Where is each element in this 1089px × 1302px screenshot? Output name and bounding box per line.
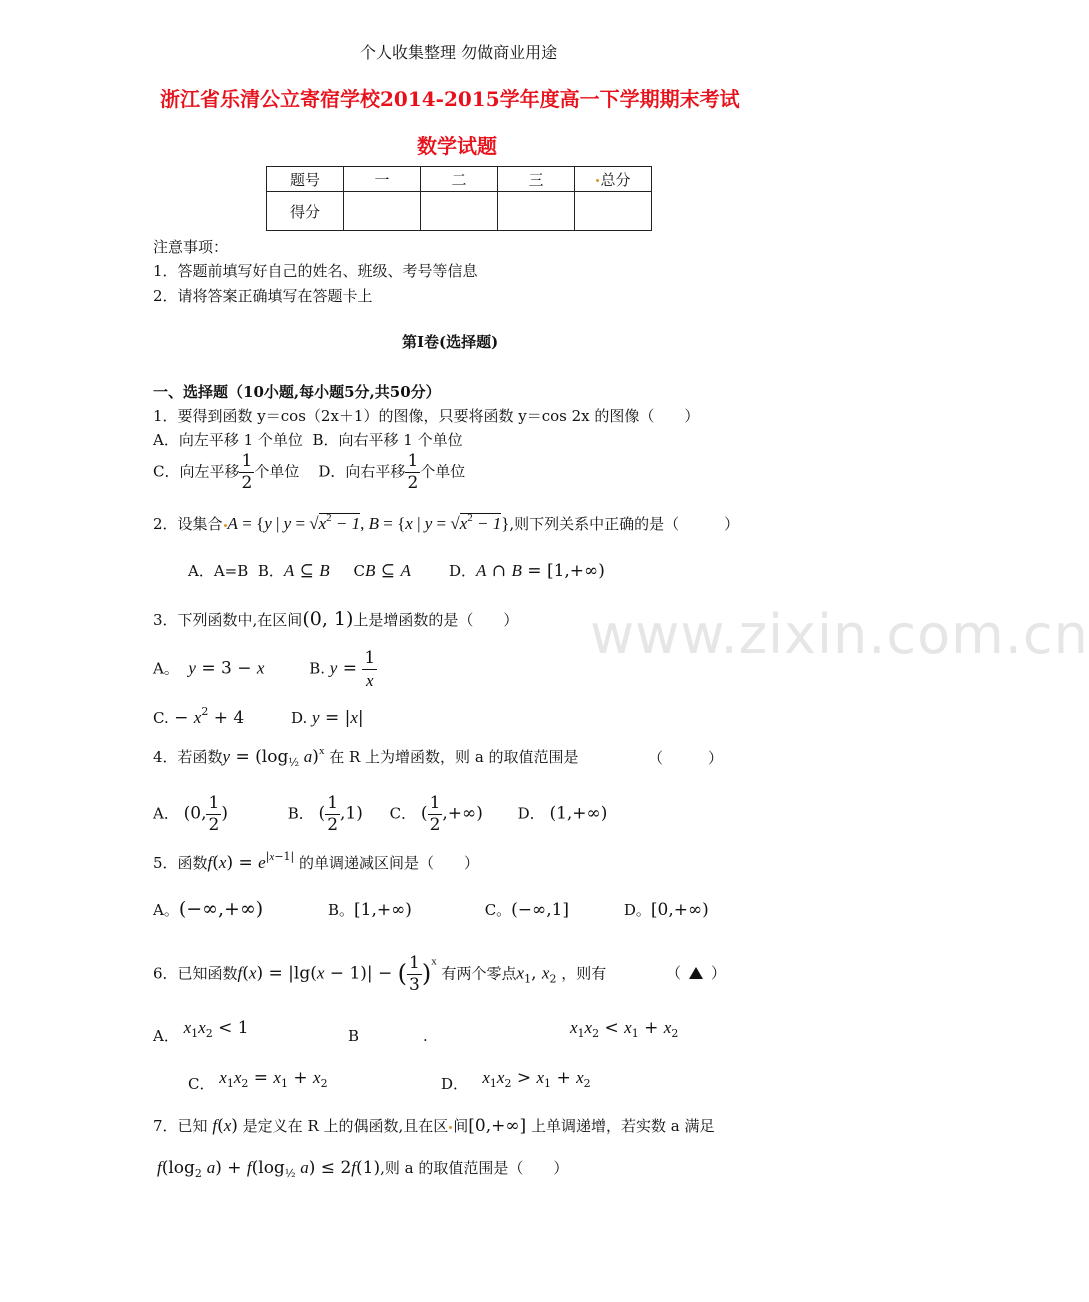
question-4-options: A． (0, $\frac{1}{2}$ ) B． ( $\frac{1}{2}$ ,1) C． ( $\frac{1}{2}$ ,+∞) D． (1,+∞) <box>153 793 608 835</box>
question-2-options: A．A=B B．A ⊆ B CB ⊆ A D．A ∩ B = [1,+∞) <box>188 561 605 581</box>
triangle-icon <box>689 967 703 979</box>
question-4-answer-paren: （ ） <box>648 749 724 767</box>
question-2-stem: 2．设集合 A = {y | $y = √x^2 - 1$, B = {x | $y = √x^2 - 1$},则下列关系中正确的是（ ） <box>153 512 740 533</box>
question-7-condition: $f(\log_2$ $a) + f(\log_{\frac{1}{2}}$ a) ≤ 2f(1),则 a 的取值范围是（ ） <box>157 1158 569 1180</box>
score-header-cell: 三 <box>498 167 575 192</box>
score-cell <box>498 192 575 231</box>
watermark: www.zixin.com.cn <box>590 603 1089 666</box>
question-7-stem: 7．已知 f(x) 是定义在 R 上的偶函数,且在区 间[0,+∞] 上单调递增，若实数 a 满足 <box>153 1116 715 1136</box>
question-1-options-ab: A．向左平移 1 个单位 B．向右平移 1 个单位 <box>153 431 463 449</box>
notes-title: 注意事项： <box>153 238 229 256</box>
score-header-cell: 一 <box>344 167 421 192</box>
question-3-stem: 3．下列函数中,在区间(0, 1)上是增函数的是（ ） <box>153 608 519 630</box>
score-row-label: 得分 <box>267 192 344 231</box>
header-note: 个人收集整理 勿做商业用途 <box>360 43 558 62</box>
score-header-cell: 二 <box>421 167 498 192</box>
score-cell <box>344 192 421 231</box>
question-5-stem: 5．函数$f(x) = e^{|x-1|}$ 的单调递减区间是（ ） <box>153 850 480 873</box>
question-6-answer-paren: （ ） <box>666 964 727 982</box>
exam-title: 浙江省乐清公立寄宿学校2014-2015学年度高一下学期期末考试 <box>160 87 740 111</box>
score-header-row <box>267 167 652 192</box>
question-3-options-cd: C. − $x^2 + 4$ D. y = |x| <box>153 705 364 728</box>
section-title: 第I卷(选择题) <box>402 333 499 351</box>
part-title: 一、选择题（10小题,每小题5分,共50分） <box>153 383 441 401</box>
notes-item: 2．请将答案正确填写在答题卡上 <box>153 287 373 305</box>
question-1-stem: 1．要得到函数 y＝cos（2x＋1）的图像，只要将函数 y＝cos 2x 的图像（ ） <box>153 407 700 425</box>
score-header-cell: 题号 <box>267 167 344 192</box>
question-6-option-a: A． $x^1x^2 < 1$ <box>153 1018 249 1045</box>
question-6-option-b-expr: $x_1x_2 < x_1 + x_2$ <box>570 1018 679 1040</box>
question-5-options: A。(−∞,+∞) B。[1,+∞) C。(−∞,1] D。[0,+∞) <box>153 898 709 920</box>
exam-subtitle: 数学试题 <box>417 134 497 158</box>
question-4-stem: 4．若函数$y = (\log_{\frac{1}{2}}$ a)$^x$ 在 R 上为增函数，则 a 的取值范围是 <box>153 745 579 769</box>
question-6-option-d: D． x1x2 > x1 + x2 <box>441 1068 591 1093</box>
score-value-row <box>267 192 652 231</box>
score-table <box>266 166 652 231</box>
question-6-option-c: C． x1x2 = x1 + x2 <box>188 1068 328 1093</box>
question-6-stem: 6．已知函数f(x) = |lg(x − 1)| − ( $\frac{1}{3}$ )$^x$ 有两个零点$x_1$, $x_2$ ，则有 <box>153 953 607 995</box>
question-1-options-cd: C．向左平移 $\frac{1}{2}$ 个单位 D．向右平移 $\frac{1}{2}$ 个单位 <box>153 451 466 493</box>
question-6-option-b-label: B . <box>348 1027 428 1045</box>
score-header-cell: 总分 <box>575 167 652 192</box>
question-3-options-ab: A。 y = 3 − x B. y = $\frac{1}{x}$ <box>153 648 376 690</box>
notes-item: 1．答题前填写好自己的姓名、班级、考号等信息 <box>153 262 478 280</box>
score-cell <box>421 192 498 231</box>
score-cell <box>575 192 652 231</box>
